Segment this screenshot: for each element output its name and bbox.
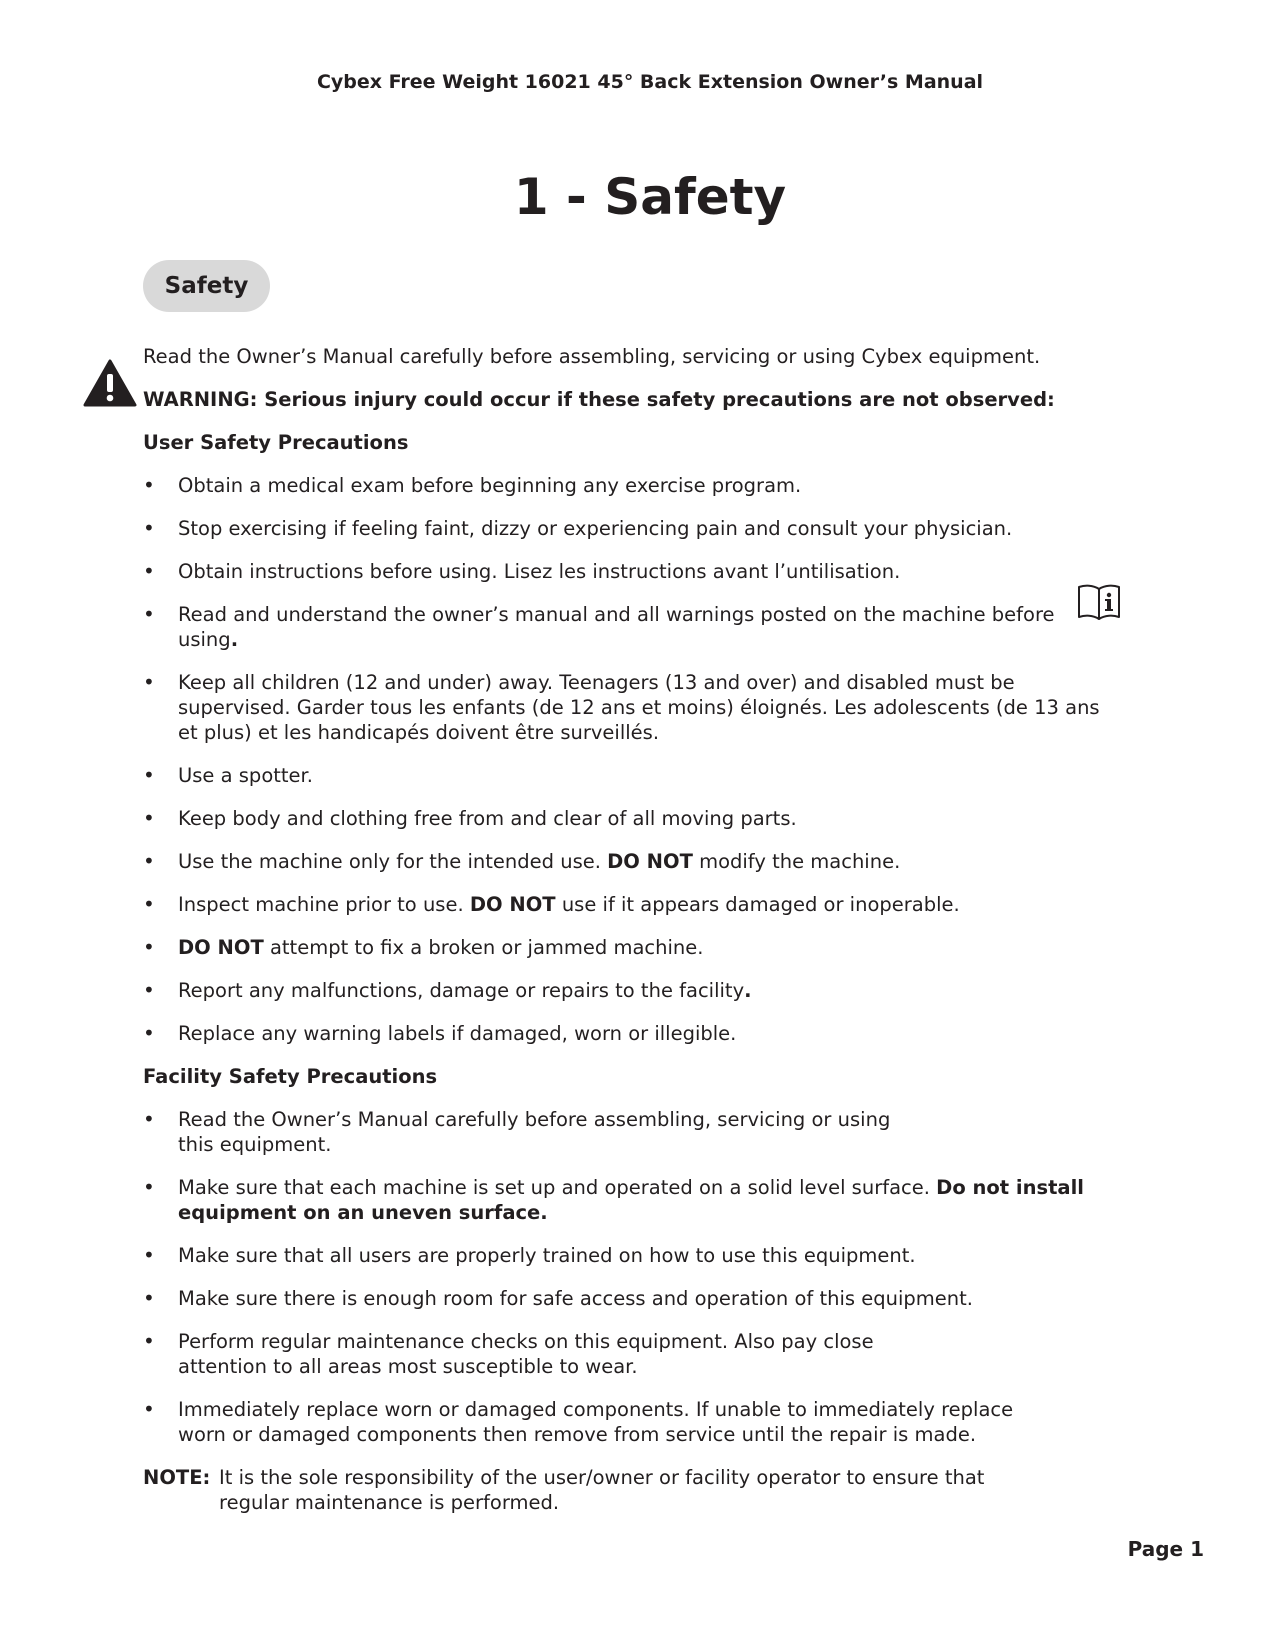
list-item: • Replace any warning labels if damaged, worn or illegible. — [143, 1021, 1103, 1046]
list-item: • Make sure there is enough room for safe access and operation of this equipment. — [143, 1286, 1103, 1311]
list-item: • Inspect machine prior to use. DO NOT use if it appears damaged or inoperable. — [143, 892, 1103, 917]
safety-content — [143, 344, 1103, 1515]
section-label: Safety — [164, 273, 249, 299]
list-item: • Obtain a medical exam before beginning any exercise program. — [143, 473, 1103, 498]
intro-text: Read the Owner’s Manual carefully before assembling, servicing or using Cybex equipment. — [143, 345, 1041, 368]
chapter-title: 1 - Safety — [513, 168, 787, 226]
list-item: • Use the machine only for the intended use. DO NOT modify the machine. — [143, 849, 1103, 874]
user-safety-heading: User Safety Precautions — [143, 431, 409, 454]
running-header: Cybex Free Weight 16021 45° Back Extension Owner’s Manual — [316, 71, 984, 93]
list-item: • Obtain instructions before using. Lisez les instructions avant l’untilisation. — [143, 559, 1103, 584]
section-label-pill — [143, 260, 270, 312]
list-item: • Stop exercising if feeling faint, dizzy or experiencing pain and consult your physician. — [143, 516, 1103, 541]
list-item: • Immediately replace worn or damaged components. If unable to immediately replace worn or damaged components then remove from service until the repair is made. — [143, 1397, 1103, 1447]
list-item: • Perform regular maintenance checks on this equipment. Also pay close attention to all areas most susceptible to wear. — [143, 1329, 1103, 1379]
note-label: NOTE: — [143, 1466, 211, 1489]
facility-safety-heading: Facility Safety Precautions — [143, 1065, 438, 1088]
list-item: • Make sure that all users are properly trained on how to use this equipment. — [143, 1243, 1103, 1268]
list-item: • Use a spotter. — [143, 763, 1103, 788]
list-item: • DO NOT attempt to fix a broken or jammed machine. — [143, 935, 1103, 960]
list-item: • Report any malfunctions, damage or repairs to the facility. — [143, 978, 1103, 1003]
maintenance-note — [143, 1465, 1103, 1515]
list-item: • Read the Owner’s Manual carefully before assembling, servicing or using this equipment. — [143, 1107, 1103, 1157]
list-item: • Make sure that each machine is set up and operated on a solid level surface. Do not install equipment on an uneven surface. — [143, 1175, 1103, 1225]
facility-safety-list — [143, 1107, 1103, 1447]
list-item: • Read and understand the owner’s manual and all warnings posted on the machine before using. — [143, 602, 1103, 652]
note-text: It is the sole responsibility of the user/owner or facility operator to ensure that regular maintenance is performed. — [219, 1466, 985, 1514]
user-safety-list — [143, 473, 1103, 1046]
warning-triangle-icon — [83, 359, 137, 407]
warning-statement: WARNING: Serious injury could occur if these safety precautions are not observed: — [143, 388, 1055, 411]
list-item: • Keep all children (12 and under) away. Teenagers (13 and over) and disabled must be supervised. Garder tous les enfants (de 12 ans et moins) éloignés. Les adolescents (de 13 ans et plus) et les handicapés doivent être surveillés. — [143, 670, 1103, 745]
page-number: Page 1 — [1127, 1537, 1204, 1561]
list-item: • Keep body and clothing free from and clear of all moving parts. — [143, 806, 1103, 831]
